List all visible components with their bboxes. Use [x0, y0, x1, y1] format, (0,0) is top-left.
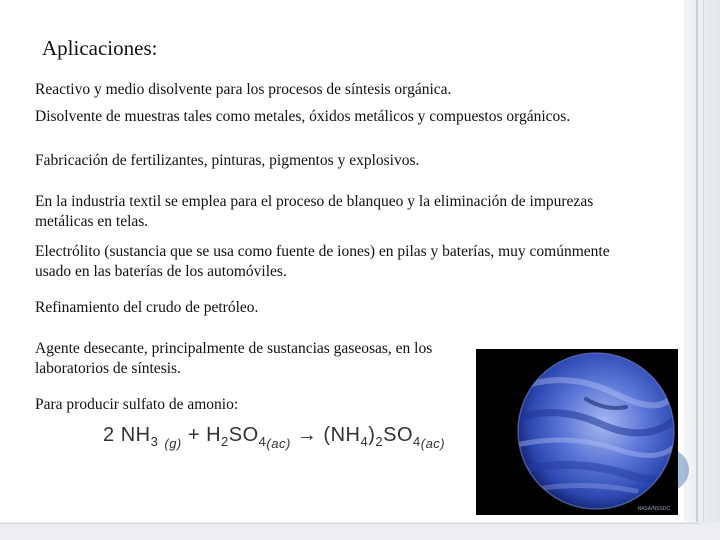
eq-phase: (g): [164, 436, 182, 451]
bullet-item: Fabricación de fertilizantes, pinturas, pigmentos y explosivos.: [35, 152, 420, 169]
eq-arrow: →: [296, 424, 318, 446]
bullet-item: Electrólito (sustancia que se usa como fuente de iones) en pilas y baterías, muy comúnmente usado en las baterías de los automóviles.: [35, 243, 610, 280]
frame-bottom-line: [0, 523, 700, 524]
eq-product-part: ): [368, 424, 376, 446]
eq-reactant-acid: H: [206, 424, 222, 446]
planet-icon: [476, 349, 678, 515]
bullet-item: Reactivo y medio disolvente para los procesos de síntesis orgánica.: [35, 81, 452, 98]
frame-divider-line-inner: [703, 0, 704, 540]
image-caption: NASA/NSSDC: [637, 506, 670, 512]
chemical-equation: [103, 424, 445, 451]
eq-product-part: SO: [383, 424, 414, 446]
slide-frame-bottom: [0, 522, 720, 540]
eq-reactant-acid-part: SO: [228, 424, 259, 446]
planet-image: [476, 349, 678, 515]
eq-subscript: 4: [360, 434, 369, 449]
eq-subscript: 4: [258, 434, 267, 449]
slide-title: Aplicaciones:: [42, 36, 158, 60]
frame-divider-line: [696, 0, 698, 540]
eq-subscript: 3: [150, 434, 159, 449]
eq-phase: (ac): [420, 436, 446, 451]
eq-subscript: 2: [375, 434, 384, 449]
eq-subscript: 4: [413, 434, 421, 449]
bullet-item: En la industria textil se emplea para el proceso de blanqueo y la eliminación de impurezas metálicas en telas.: [35, 193, 594, 230]
eq-phase: (ac): [266, 436, 291, 451]
eq-plus: +: [187, 424, 201, 446]
bullet-item: Disolvente de muestras tales como metales, óxidos metálicos y compuestos orgánicos.: [35, 108, 571, 125]
slide-frame-right: [684, 0, 720, 540]
bullet-item: Agente desecante, principalmente de sustancias gaseosas, en los laboratorios de síntesis.: [35, 340, 433, 377]
eq-subscript: 2: [221, 434, 229, 449]
bullet-item: Para producir sulfato de amonio:: [35, 396, 239, 413]
bullet-item: Refinamiento del crudo de petróleo.: [35, 299, 259, 316]
eq-reactant-ammonia: NH: [120, 424, 151, 446]
eq-coefficient: 2: [103, 424, 115, 446]
eq-product: (NH: [323, 424, 361, 446]
